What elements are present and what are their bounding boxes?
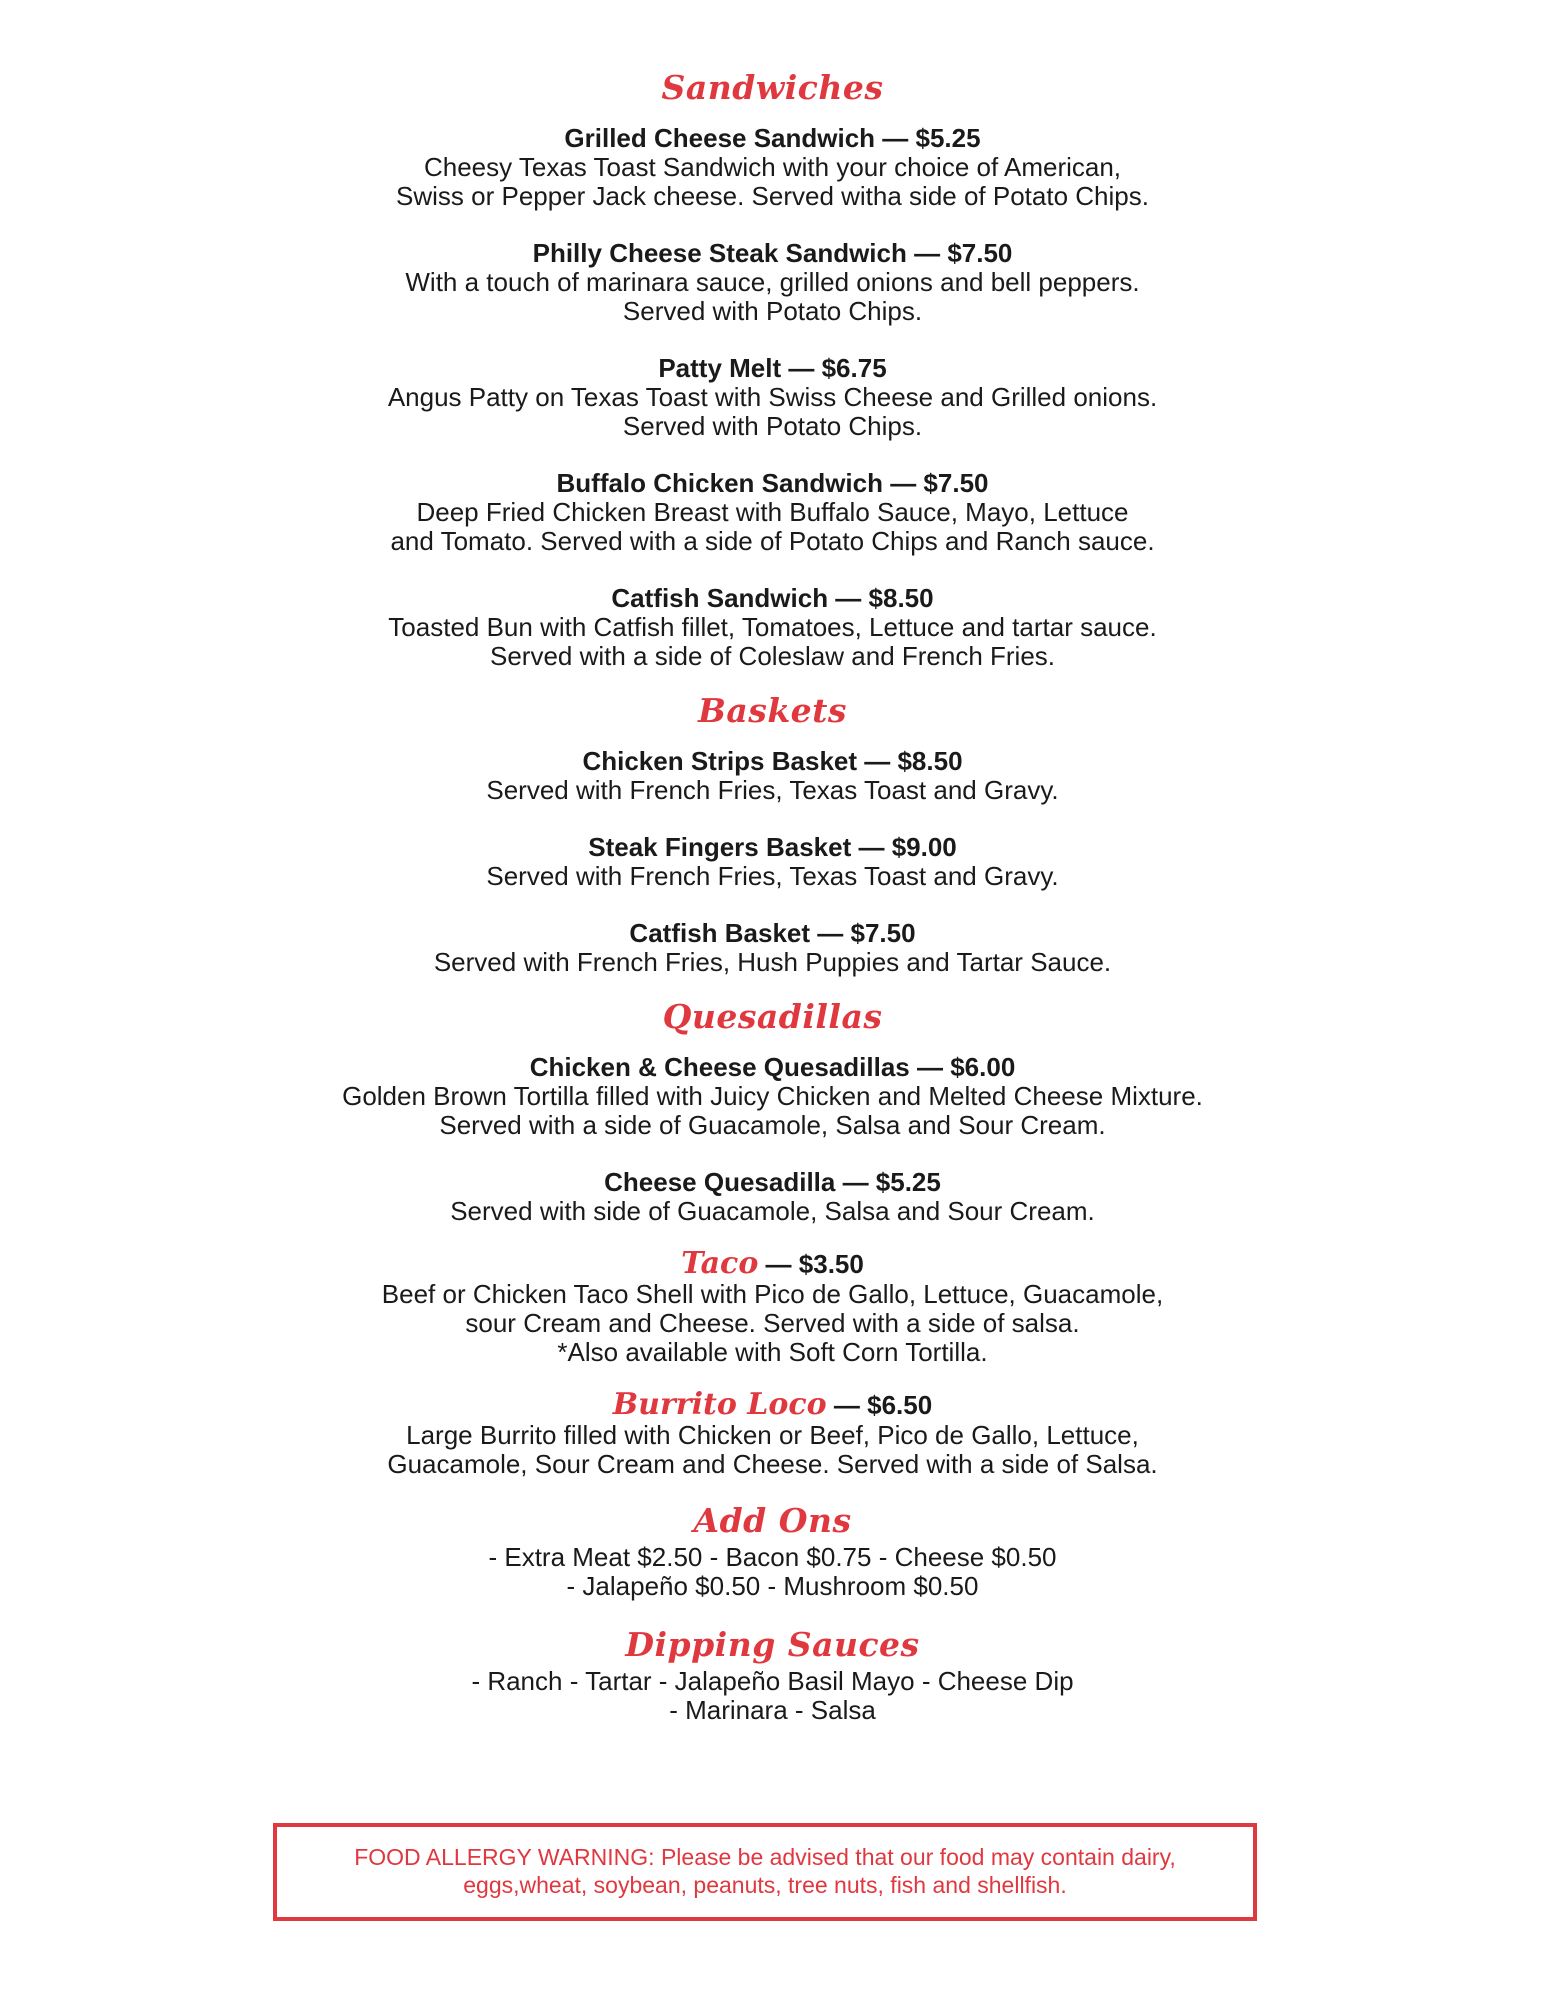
item-description: Angus Patty on Texas Toast with Swiss Cheese and Grilled onions. bbox=[387, 382, 1158, 412]
warning-line: FOOD ALLERGY WARNING: Please be advised that our food may contain dairy, bbox=[354, 1844, 1176, 1870]
food-allergy-warning-box bbox=[273, 1823, 1257, 1921]
item-description: sour Cream and Cheese. Served with a side of salsa. bbox=[465, 1308, 1080, 1338]
item-description: Golden Brown Tortilla filled with Juicy Chicken and Melted Cheese Mixture. bbox=[342, 1081, 1203, 1111]
item-name bbox=[0, 1248, 1545, 1280]
menu-item-burrito bbox=[0, 1389, 1545, 1479]
item-description: Toasted Bun with Catfish fillet, Tomatoes, Lettuce and tartar sauce. bbox=[388, 612, 1157, 642]
item-description: *Also available with Soft Corn Tortilla. bbox=[557, 1337, 988, 1367]
menu-item bbox=[0, 1053, 1545, 1140]
item-description: Deep Fried Chicken Breast with Buffalo Sauce, Mayo, Lettuce bbox=[416, 497, 1129, 527]
section-title-add-ons: Add Ons bbox=[693, 1501, 852, 1540]
item-name bbox=[0, 1389, 1545, 1421]
item-description: With a touch of marinara sauce, grilled onions and bell peppers. bbox=[405, 267, 1140, 297]
item-description: Served with Potato Chips. bbox=[622, 411, 923, 441]
menu-content bbox=[0, 66, 1545, 1725]
menu-item bbox=[0, 1168, 1545, 1226]
menu-item bbox=[0, 124, 1545, 211]
item-description: Served with a side of Coleslaw and French Fries. bbox=[489, 641, 1056, 671]
item-description: Guacamole, Sour Cream and Cheese. Served with a side of Salsa. bbox=[387, 1449, 1158, 1479]
menu-item bbox=[0, 354, 1545, 441]
menu-item bbox=[0, 919, 1545, 977]
menu-item bbox=[0, 833, 1545, 891]
item-description: Cheesy Texas Toast Sandwich with your choice of American, bbox=[423, 152, 1122, 182]
dipping-sauces-line: - Marinara - Salsa bbox=[669, 1695, 876, 1725]
item-description: Served with French Fries, Hush Puppies and Tartar Sauce. bbox=[433, 947, 1112, 977]
item-description: Served with a side of Guacamole, Salsa and Sour Cream. bbox=[439, 1110, 1106, 1140]
item-description: Served with side of Guacamole, Salsa and Sour Cream. bbox=[450, 1196, 1095, 1226]
item-name: Patty Melt — $6.75 bbox=[658, 353, 887, 383]
menu-item bbox=[0, 469, 1545, 556]
item-name: Chicken Strips Basket — $8.50 bbox=[582, 746, 963, 776]
warning-line: eggs,wheat, soybean, peanuts, tree nuts, fish and shellfish. bbox=[463, 1872, 1067, 1898]
item-description: Beef or Chicken Taco Shell with Pico de Gallo, Lettuce, Guacamole, bbox=[381, 1279, 1164, 1309]
item-name: Chicken & Cheese Quesadillas — $6.00 bbox=[529, 1052, 1016, 1082]
item-description: and Tomato. Served with a side of Potato Chips and Ranch sauce. bbox=[390, 526, 1155, 556]
dipping-sauces-line: - Ranch - Tartar - Jalapeño Basil Mayo - Cheese Dip bbox=[471, 1666, 1074, 1696]
item-name: Catfish Basket — $7.50 bbox=[629, 918, 916, 948]
add-ons-section bbox=[0, 1499, 1545, 1601]
section-title-sandwiches: Sandwiches bbox=[661, 68, 884, 107]
item-description: Served with French Fries, Texas Toast and Gravy. bbox=[486, 861, 1059, 891]
burrito-price: — $6.50 bbox=[826, 1390, 933, 1420]
add-ons-line: - Jalapeño $0.50 - Mushroom $0.50 bbox=[566, 1571, 979, 1601]
section-title-quesadillas: Quesadillas bbox=[662, 997, 883, 1036]
menu-item bbox=[0, 239, 1545, 326]
item-name: Cheese Quesadilla — $5.25 bbox=[604, 1167, 941, 1197]
item-description: Served with French Fries, Texas Toast and Gravy. bbox=[486, 775, 1059, 805]
add-ons-line: - Extra Meat $2.50 - Bacon $0.75 - Cheese $0.50 bbox=[488, 1542, 1057, 1572]
menu-item bbox=[0, 584, 1545, 671]
burrito-title: Burrito Loco bbox=[612, 1387, 827, 1422]
menu-item-taco bbox=[0, 1248, 1545, 1367]
item-description: Large Burrito filled with Chicken or Beef, Pico de Gallo, Lettuce, bbox=[406, 1420, 1139, 1450]
item-description: Served with Potato Chips. bbox=[622, 296, 923, 326]
dipping-sauces-section bbox=[0, 1623, 1545, 1725]
item-name: Catfish Sandwich — $8.50 bbox=[611, 583, 934, 613]
item-name: Philly Cheese Steak Sandwich — $7.50 bbox=[532, 238, 1013, 268]
taco-price: — $3.50 bbox=[758, 1249, 864, 1279]
item-description: Swiss or Pepper Jack cheese. Served witha side of Potato Chips. bbox=[396, 181, 1149, 211]
item-name: Steak Fingers Basket — $9.00 bbox=[588, 832, 957, 862]
menu-item bbox=[0, 747, 1545, 805]
section-title-baskets: Baskets bbox=[697, 691, 848, 730]
taco-title: Taco bbox=[681, 1246, 759, 1281]
item-name: Buffalo Chicken Sandwich — $7.50 bbox=[556, 468, 989, 498]
item-name: Grilled Cheese Sandwich — $5.25 bbox=[564, 123, 981, 153]
section-title-dipping-sauces: Dipping Sauces bbox=[625, 1625, 920, 1664]
